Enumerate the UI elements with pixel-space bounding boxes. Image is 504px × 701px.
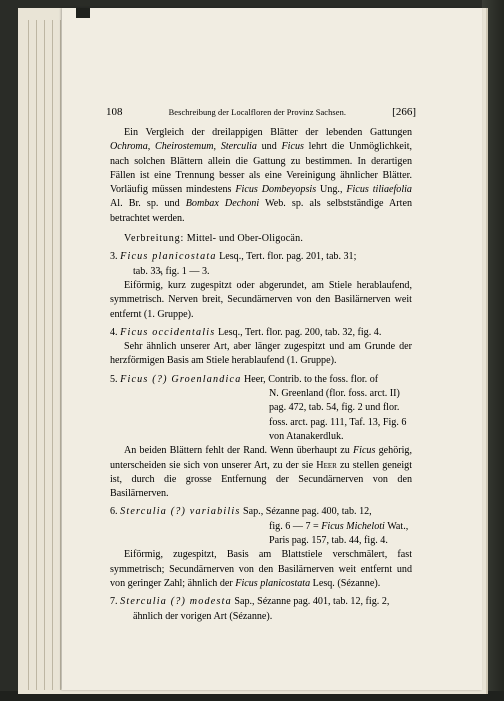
entry-6-ref-line: fig. 6 — 7 = Ficus Micheloti Wat., bbox=[269, 520, 409, 532]
entry-5-ref-line: N. Greenland (flor. foss. arct. II) bbox=[269, 388, 400, 400]
page-edge bbox=[36, 20, 37, 690]
page-edge bbox=[44, 20, 45, 690]
running-header bbox=[106, 106, 416, 118]
page-edge bbox=[60, 20, 61, 690]
entry-5: 5. Ficus (?) Groenlandica Heer, Contrib. to the foss. flor. of bbox=[110, 373, 379, 385]
entry-3-ref-cont: tab. 33, fig. 1 — 3. bbox=[133, 265, 210, 277]
page-edge bbox=[28, 20, 29, 690]
running-title: Beschreibung der Localfloren der Provinz Sachsen. bbox=[168, 108, 347, 117]
bracket-page-number: [266] bbox=[392, 106, 416, 118]
entry-6-ref-line: Paris pag. 157, tab. 44, fig. 4. bbox=[269, 535, 388, 547]
entry-3: 3. Ficus planicostata Lesq., Tert. flor. pag. 201, tab. 31; bbox=[110, 251, 357, 263]
entry-5-ref-line: foss. arct. pag. 111, Taf. 13, Fig. 6 bbox=[269, 416, 407, 428]
entry-4-description: Sehr ähnlich unserer Art, aber länger zugespitzt und am Grunde der herzförmigen Basis am Stiele herablaufend (1. Gruppe). bbox=[110, 341, 412, 367]
entry-4: 4. Ficus occidentalis Lesq., Tert. flor. pag. 200, tab. 32, fig. 4. bbox=[110, 326, 382, 338]
entry-7: 7. Sterculia (?) modesta Sap., Sézanne pag. 401, tab. 12, fig. 2, bbox=[110, 596, 390, 608]
page-number: 108 bbox=[106, 106, 123, 118]
entry-5-ref-line: von Atanakerdluk. bbox=[269, 430, 344, 442]
entry-7-ref-cont: ähnlich der vorigen Art (Sézanne). bbox=[133, 610, 273, 622]
entry-3-description: Eiförmig, kurz zugespitzt oder abgerundet, am Stiele herablaufend, symmetrisch. Nerven breit, Secundärnerven von den Basilärnerven weit entfernt (1. Gruppe). bbox=[110, 279, 412, 320]
entry-5-ref-line: pag. 472, tab. 54, fig. 2 und flor. bbox=[269, 402, 400, 414]
intro-paragraph: Ein Vergleich der dreilappigen Blätter der lebenden Gattungen Ochroma, Cheirostemum, Sterculia und Ficus lehrt die Unmöglichkeit, nach solchen Blättern allein die Gattung zu bestimmen. In derartigen Fällen ist eine Trennung besser als eine Vereinigung ähnlicher Blätter. Vorläufig müssen mindestens Ficus Dombeyopsis Ung., Ficus tiliaefolia Al. Br. sp. und Bombax Dechoni Web. sp. als selbstständige Arten betrachtet werden. bbox=[110, 127, 413, 224]
verbreitung-line: Verbreitung: Mittel- und Ober-Oligocän. bbox=[124, 233, 304, 245]
entry-6-description: Eiförmig, zugespitzt, Basis am Blattstiele verschmälert, fast symmetrisch; Secundärnerven von den Basilärnerven weit entfernt und von geringer Zahl; ähnlich der Ficus planicostata Lesq. (Sézanne). bbox=[110, 549, 412, 589]
entry-6: 6. Sterculia (?) variabilis Sap., Sézanne pag. 400, tab. 12, bbox=[110, 506, 372, 518]
entry-5-description: An beiden Blättern fehlt der Rand. Wenn überhaupt zu Ficus gehörig, unterscheiden sie sich von unserer Art, zu der sie Heer zu stellen geneigt ist, durch die grosse Entfernung der Secundärnerven von den Basilärnerven. bbox=[110, 445, 412, 500]
body-text bbox=[110, 126, 412, 624]
page-edge bbox=[52, 20, 53, 690]
page-tab-mark bbox=[76, 8, 90, 18]
